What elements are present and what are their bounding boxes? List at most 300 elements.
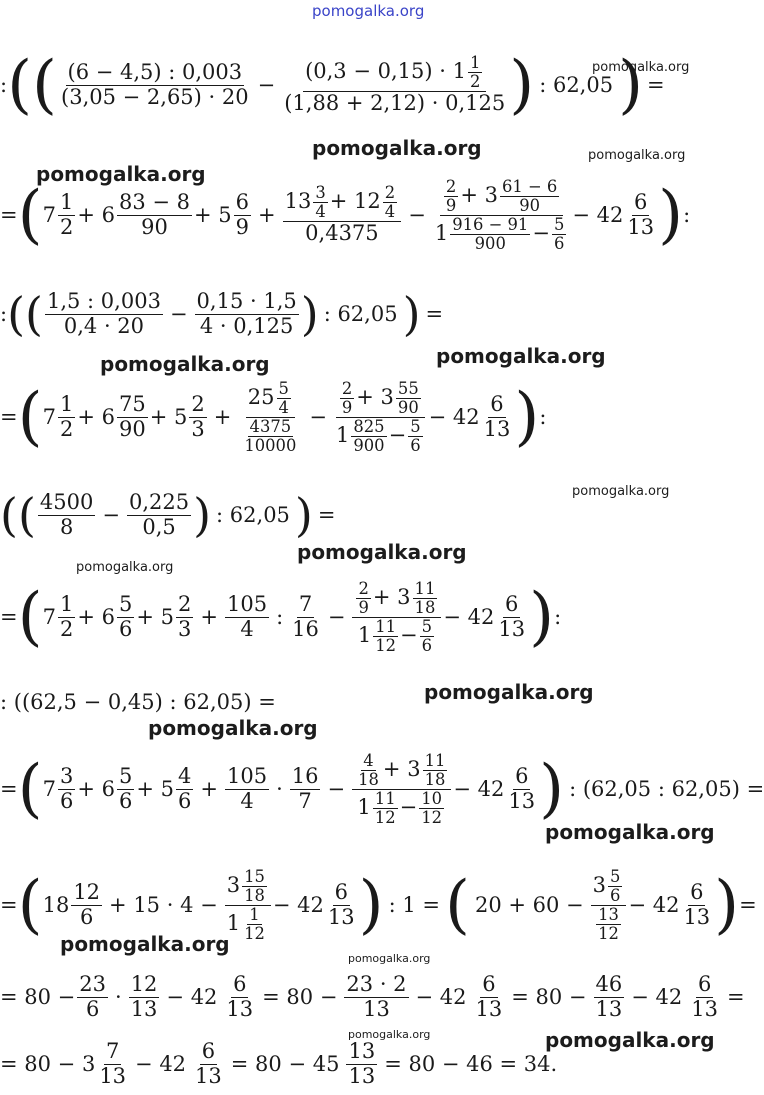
math-text: 1 [59, 592, 74, 617]
math-text: − [532, 220, 550, 245]
parenthesis: ) [714, 868, 740, 942]
math-text: 2 [384, 183, 396, 203]
math-text: : [554, 605, 562, 629]
equation-line-5 [0, 484, 740, 546]
math-text: 2 [59, 416, 74, 441]
math-text: = [739, 893, 757, 917]
math-text [225, 868, 271, 906]
math-text: 12 [130, 972, 158, 997]
fraction [58, 765, 75, 812]
operator: = [727, 985, 745, 1009]
equation-line-10 [0, 964, 745, 1030]
fraction [356, 580, 370, 617]
fraction [176, 765, 193, 812]
math-text: 1 [59, 190, 74, 215]
math-text: 5 [278, 378, 289, 398]
math-text: 4 [315, 202, 326, 222]
math-text: 6 [421, 635, 433, 655]
math-text: 1 [59, 392, 74, 417]
math-text: 6 [634, 190, 648, 215]
fraction [444, 178, 458, 215]
math-text: 6 [235, 190, 250, 215]
fraction [58, 191, 75, 238]
math-text: 7 [298, 788, 312, 813]
math-text [592, 906, 625, 943]
math-text: 12 [598, 923, 619, 943]
fraction [681, 881, 712, 928]
fraction [340, 380, 354, 417]
operator: = [425, 302, 444, 326]
fraction [224, 973, 255, 1020]
parenthesis: ) [618, 48, 644, 122]
math-text: + 3 [356, 384, 394, 409]
math-text: 8 [59, 514, 74, 539]
fraction [326, 881, 357, 928]
watermark: pomogalka.org [60, 932, 230, 956]
math-text: = [0, 605, 18, 629]
math-text: + 3 [382, 756, 421, 781]
fraction [334, 380, 427, 455]
operator: − [102, 503, 120, 527]
math-text: + 5 [149, 405, 188, 429]
math-text: 16 [291, 764, 319, 789]
math-text: : [0, 302, 8, 326]
math-text: 6 [610, 885, 621, 905]
math-text [356, 618, 438, 655]
math-text: 4 [240, 788, 254, 813]
math-text: 900 [353, 435, 385, 455]
math-text: 6 [697, 972, 712, 997]
math-text: 12 [244, 923, 265, 943]
fraction [225, 765, 269, 812]
math-text: 2 [358, 578, 369, 598]
math-text: 61 − 6 [501, 176, 558, 196]
watermark: pomogalka.org [348, 952, 431, 965]
math-text: 4375 [249, 416, 292, 436]
fraction [396, 380, 421, 417]
math-text: + 5 [194, 203, 232, 227]
math-text: 13 [598, 904, 619, 924]
math-text: 7 [105, 1039, 120, 1064]
math-text: 15 [244, 866, 265, 886]
fraction [344, 973, 408, 1020]
math-text: 900 [474, 233, 506, 253]
operator: − [327, 605, 346, 629]
fraction [383, 184, 397, 221]
math-text: 9 [235, 214, 250, 239]
fraction [689, 973, 720, 1020]
math-text: 13 [691, 996, 718, 1021]
math-text: 2 [59, 616, 74, 641]
math-text: 13 [508, 788, 536, 813]
fraction [225, 868, 271, 943]
fraction [352, 580, 441, 655]
operator: − [408, 203, 426, 227]
fraction [58, 593, 75, 640]
math-text: 105 [226, 592, 268, 617]
fraction [71, 881, 102, 928]
math-text: (0,3 − 0,15) · 1 [305, 59, 466, 84]
fraction [420, 618, 434, 655]
math-text: 0,5 [142, 514, 176, 539]
fraction [117, 765, 134, 812]
parenthesis: ) [300, 287, 319, 341]
math-text: 2 [341, 378, 353, 398]
math-text: 5 [553, 214, 565, 234]
parenthesis: ( [445, 868, 470, 942]
operator: = 80 − [511, 985, 587, 1009]
math-text: = [0, 893, 18, 917]
fraction [468, 54, 482, 91]
math-text: + 6 [77, 405, 115, 429]
math-text [440, 178, 563, 216]
math-text: − [400, 622, 418, 647]
math-text: 1,5 : 0,003 [46, 289, 161, 314]
math-text: 6 [59, 788, 74, 813]
math-text: − [399, 794, 418, 819]
fraction [351, 418, 386, 455]
fraction [352, 752, 451, 827]
fraction [552, 216, 566, 253]
math-text [334, 418, 427, 455]
math-text: 83 − 8 [118, 190, 190, 215]
fraction [596, 906, 621, 943]
math-text: 25 [247, 384, 275, 409]
math-text: 23 [79, 972, 106, 997]
fraction [346, 1040, 377, 1087]
equation-line-11 [0, 1034, 740, 1094]
math-text: 2 [177, 592, 192, 617]
math-text: 916 − 91 [452, 214, 529, 234]
fraction [506, 765, 537, 812]
math-text: 13 [195, 1063, 222, 1088]
fraction [58, 393, 75, 440]
math-text: 13 [483, 416, 511, 441]
operator: + 15 · 4 − [109, 893, 218, 917]
math-text: 6 [490, 392, 504, 417]
math-text: 13 [348, 1039, 376, 1064]
fraction [283, 184, 402, 245]
fraction [591, 868, 627, 943]
math-text: − 42 [628, 893, 680, 917]
math-text: : [683, 203, 691, 227]
math-text: − 42 [572, 203, 624, 227]
math-text: 18 [414, 597, 436, 617]
math-text [355, 790, 448, 827]
fraction [290, 765, 321, 812]
math-text [303, 54, 486, 92]
fraction [127, 491, 191, 538]
math-text: 90 [118, 416, 146, 441]
math-text: = 80 − 3 [0, 1052, 96, 1076]
math-text: 1 [226, 910, 241, 935]
math-text: : [539, 405, 547, 429]
math-text: 6 [690, 880, 704, 905]
math-text: 3 [177, 616, 192, 641]
watermark: pomogalka.org [348, 1028, 431, 1041]
math-text: = [0, 405, 18, 429]
operator: = 80 − 46 = 34. [384, 1052, 558, 1076]
math-text: 6 [482, 972, 496, 997]
operator: − 42 [415, 985, 467, 1009]
math-text: 90 [519, 195, 541, 215]
equation-line-3 [0, 284, 740, 344]
math-text: − 42 [272, 893, 324, 917]
math-text: 6 [515, 764, 529, 789]
math-text: 5 [421, 616, 433, 636]
math-text: = [0, 203, 18, 227]
fraction [290, 593, 321, 640]
math-text: 13 [226, 996, 254, 1021]
math-text: 4500 [39, 490, 94, 515]
math-text: + 3 [460, 182, 498, 207]
math-text: 6 [177, 788, 192, 813]
operator: − [327, 777, 346, 801]
math-text: 18 [424, 769, 446, 789]
math-text: 2 [191, 392, 205, 417]
operator: + [200, 777, 218, 801]
operator: : [276, 605, 284, 629]
parenthesis: ( [17, 380, 43, 454]
fraction [117, 191, 192, 238]
math-text: (6 − 4,5) : 0,003 [67, 60, 243, 85]
math-text [225, 906, 271, 943]
math-text: = [0, 777, 18, 801]
fraction [373, 790, 398, 827]
math-text: 4 [177, 764, 192, 789]
math-text: 90 [397, 397, 419, 417]
operator: = 80 − [262, 985, 338, 1009]
math-text: + 6 [77, 777, 115, 801]
math-text: 6 [118, 616, 133, 641]
operator: · [115, 985, 122, 1009]
math-text: 11 [424, 750, 446, 770]
fraction [500, 178, 559, 215]
math-text: 46 [595, 972, 623, 997]
fraction [238, 380, 302, 455]
fraction [129, 973, 160, 1020]
operator: + [200, 605, 218, 629]
math-text: : [0, 73, 8, 97]
fraction [77, 973, 108, 1020]
math-text: 1 [434, 220, 449, 245]
math-text: 7 [42, 777, 56, 801]
watermark: pomogalka.org [588, 148, 686, 163]
math-text: 3 [59, 764, 74, 789]
watermark: pomogalka.org [436, 344, 606, 368]
fraction [482, 393, 513, 440]
operator: = [317, 503, 336, 527]
math-text: 75 [118, 392, 146, 417]
parenthesis: ( [17, 488, 36, 542]
operator: : 62,05 [216, 503, 290, 527]
math-text: 11 [374, 788, 396, 808]
math-text: 0,4 · 20 [63, 313, 145, 338]
math-text: 4 [278, 397, 289, 417]
fraction [373, 618, 398, 655]
math-text: 3 [315, 183, 326, 203]
math-text: 6 [233, 972, 247, 997]
math-text: 7 [42, 405, 56, 429]
math-text: 4 · 0,125 [199, 313, 294, 338]
parenthesis: ( [17, 580, 43, 654]
math-text: 10 [421, 788, 443, 808]
math-text: 13 [130, 996, 158, 1021]
watermark: pomogalka.org [545, 820, 715, 844]
fraction [38, 491, 95, 538]
equation-line-4 [0, 362, 740, 472]
math-text: 1 [249, 904, 260, 924]
math-text: 1 [357, 794, 371, 819]
watermark: pomogalka.org [36, 162, 206, 186]
fraction [242, 868, 267, 905]
math-text: = [647, 73, 665, 97]
fraction [423, 752, 448, 789]
math-text [352, 580, 441, 618]
parenthesis: ) [658, 178, 684, 252]
math-text: 9 [445, 195, 457, 215]
parenthesis: ) [529, 580, 555, 654]
parenthesis: ) [509, 48, 535, 122]
math-text: 0,225 [128, 490, 190, 515]
fraction [59, 61, 251, 108]
math-text: 11 [375, 616, 397, 636]
parenthesis: ) [193, 488, 212, 542]
math-text: 6 [334, 880, 348, 905]
math-text: 6 [79, 904, 94, 929]
parenthesis: ( [17, 868, 43, 942]
math-text: 5 [410, 416, 421, 436]
fraction [625, 191, 656, 238]
watermark: pomogalka.org [76, 560, 174, 575]
equation-line-2 [0, 160, 740, 270]
math-text: 825 [353, 416, 385, 436]
math-text: + 3 [372, 584, 411, 609]
fraction [234, 191, 251, 238]
math-text: 1 [469, 53, 481, 73]
equation-line-1 [0, 30, 740, 140]
math-text: + 6 [77, 605, 115, 629]
math-text: 12 [375, 635, 397, 655]
watermark: pomogalka.org [572, 484, 670, 499]
math-text: 12 [73, 880, 101, 905]
parenthesis: ( [25, 287, 43, 341]
math-text: 5 [118, 592, 133, 617]
math-text: 13 [683, 904, 711, 929]
math-text: 18 [358, 769, 379, 789]
math-text: : ((62,5 − 0,45) : 62,05) = [0, 690, 276, 714]
math-text: 2 [469, 72, 481, 92]
math-text [591, 868, 627, 906]
fraction [419, 790, 444, 827]
equation-line-8 [0, 734, 764, 844]
math-text: 13 [475, 996, 503, 1021]
math-text: 1 [357, 622, 372, 647]
fraction [242, 418, 298, 455]
math-text: 2 [59, 214, 74, 239]
math-text: 2 [445, 176, 457, 196]
fraction [474, 973, 505, 1020]
math-text: 13 [284, 189, 312, 214]
math-text: 5 [610, 866, 621, 886]
fraction [45, 290, 163, 337]
fraction [225, 593, 269, 640]
fraction [176, 593, 193, 640]
parenthesis: ( [7, 48, 33, 122]
watermark: pomogalka.org [592, 60, 690, 75]
math-text: 13 [627, 214, 655, 239]
math-text: 12 [374, 807, 396, 827]
math-text: 13 [99, 1063, 127, 1088]
fraction [189, 393, 206, 440]
operator: : 62,05 [323, 302, 398, 326]
math-text: 6 [85, 996, 100, 1021]
math-text: 13 [327, 904, 355, 929]
operator: : 62,05 [539, 73, 614, 97]
math-text: 6 [201, 1039, 216, 1064]
math-text [433, 216, 571, 253]
equation-line-6 [0, 562, 740, 672]
math-text: − 42 [453, 777, 505, 801]
fraction [117, 393, 148, 440]
operator: : 1 = [388, 893, 440, 917]
math-text [246, 380, 295, 418]
math-text: 4 [363, 750, 374, 770]
math-text: 16 [292, 616, 319, 641]
math-text: + 12 [329, 189, 381, 214]
operator: − [309, 405, 327, 429]
math-text: 3 [191, 416, 205, 441]
math-text: 18 [244, 885, 265, 905]
math-text: − [388, 422, 407, 447]
operator: : (62,05 : 62,05) = [569, 777, 764, 801]
operator: 20 + 60 − [474, 893, 584, 917]
fraction [408, 418, 422, 455]
fraction [117, 593, 134, 640]
math-text: 7 [42, 203, 56, 227]
parenthesis: ( [32, 48, 58, 122]
fraction [594, 973, 625, 1020]
math-text: 7 [42, 605, 56, 629]
math-text: 9 [358, 597, 369, 617]
watermark-top: pomogalka.org [312, 2, 425, 20]
math-text: 13 [363, 996, 390, 1021]
fraction [277, 380, 291, 417]
operator: + [213, 405, 232, 429]
math-text [238, 418, 302, 455]
math-text: 9 [341, 397, 353, 417]
operator: − 42 [135, 1052, 187, 1076]
watermark: pomogalka.org [100, 352, 270, 376]
operator: = 80 − 45 [230, 1052, 340, 1076]
math-text: 3 [592, 872, 607, 897]
math-text: 13 [348, 1063, 376, 1088]
math-text [283, 184, 402, 222]
parenthesis: ) [294, 488, 313, 542]
math-text: 13 [498, 616, 526, 641]
fraction [242, 906, 267, 943]
watermark: pomogalka.org [312, 136, 482, 160]
math-text: 5 [118, 764, 133, 789]
fraction [450, 216, 530, 253]
math-text: 90 [141, 214, 168, 239]
fraction [313, 184, 327, 221]
fraction [356, 752, 381, 789]
math-text: 1 [335, 422, 350, 447]
math-text: + 5 [136, 777, 174, 801]
math-text: 6 [505, 592, 519, 617]
math-text: + 5 [136, 605, 174, 629]
